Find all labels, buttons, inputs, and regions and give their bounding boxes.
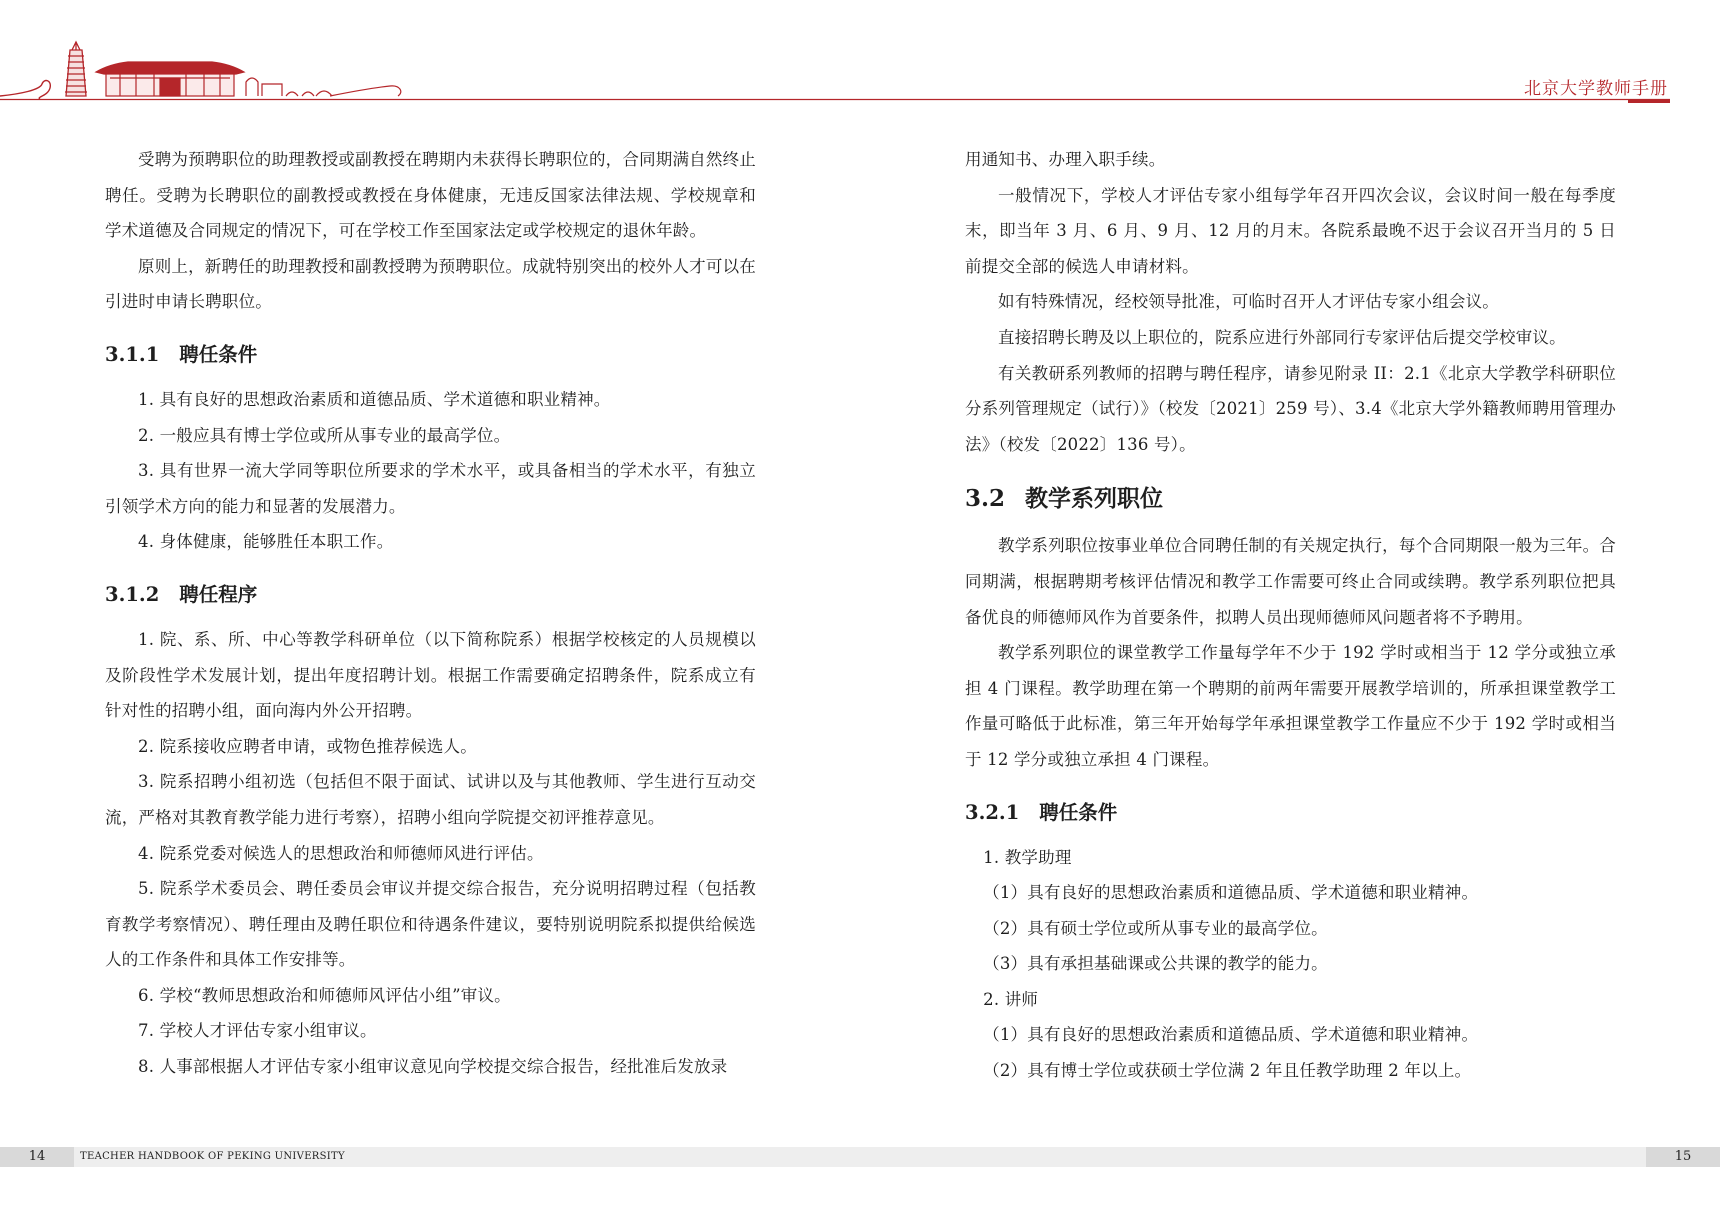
page-footer [0,1147,1720,1167]
group-title: 1. 教学助理 [983,847,1072,867]
page-header [0,0,1720,110]
campus-skyline-icon [0,0,1720,110]
list-item: 1. 具有良好的思想政治素质和道德品质、学术道德和职业精神。 [138,389,611,409]
section-title: 聘任条件 [1039,800,1118,824]
list-item: 8. 人事部根据人才评估专家小组审议意见向学校提交综合报告，经批准后发放录 [138,1057,728,1077]
body-paragraph: 教学系列职位按事业单位合同聘任制的有关规定执行，每个合同期限一般为三年。合同期满，根据聘期考核评估情况和教学工作需要可终止合同或续聘。教学系列职位把具备优良的师德师风作为首要条件，拟聘人员出现师德师风问题者将不予聘用。 [965,536,1616,627]
section-title: 聘任程序 [179,582,258,606]
body-paragraph: 有关教研系列教师的招聘与聘任程序，请参见附录 II：2.1《北京大学教学科研职位分系列管理规定（试行）》（校发〔2021〕259 号）、3.4《北京大学外籍教师聘用管理办法》（校发〔2022〕136 号）。 [965,363,1616,454]
body-paragraph: 如有特殊情况，经校领导批准，可临时召开人才评估专家小组会议。 [998,292,1499,312]
section-title: 教学系列职位 [1025,485,1164,513]
intro-paragraph-2: 原则上，新聘任的助理教授和副教授聘为预聘职位。成就特别突出的校外人才可以在引进时申请长聘职位。 [105,256,756,312]
body-paragraph: 教学系列职位的课堂教学工作量每学年不少于 192 学时或相当于 12 学分或独立承担 4 门课程。教学助理在第一个聘期的前两年需要开展教学培训的，所承担课堂教学工作量可略低于此标准，第三年开始每学年承担课堂教学工作量应不少于 192 学时或相当于 12 学分或独立承担 4 门课程。 [965,643,1616,769]
section-heading-3-1-1 [105,340,756,370]
section-number: 3.2.1 [965,800,1020,824]
section-heading-3-2-1 [965,798,1616,828]
section-heading-3-1-2 [105,580,756,610]
footer-title: TEACHER HANDBOOK OF PEKING UNIVERSITY [80,1151,345,1162]
list-item: 3. 院系招聘小组初选（包括但不限于面试、试讲以及与其他教师、学生进行互动交流，严格对其教育教学能力进行考察），招聘小组向学院提交初评推荐意见。 [105,772,756,827]
left-column [105,142,756,1085]
list-item: 6. 学校“教师思想政治和师德师风评估小组”审议。 [138,985,511,1005]
right-column [965,142,1616,1089]
list-item: 2. 院系接收应聘者申请，或物色推荐候选人。 [138,736,477,756]
list-item: 2. 一般应具有博士学位或所从事专业的最高学位。 [138,425,511,445]
body-paragraph: 直接招聘长聘及以上职位的，院系应进行外部同行专家评估后提交学校审议。 [998,327,1566,347]
list-item: （2）具有硕士学位或所从事专业的最高学位。 [983,918,1328,938]
section-number: 3.1.1 [105,342,160,366]
list-item: 1. 院、系、所、中心等教学科研单位（以下简称院系）根据学校核定的人员规模以及阶段性学术发展计划，提出年度招聘计划。根据工作需要确定招聘条件，院系成立有针对性的招聘小组，面向海内外公开招聘。 [105,629,756,721]
list-item: 5. 院系学术委员会、聘任委员会审议并提交综合报告，充分说明招聘过程（包括教育教学考察情况）、聘任理由及聘任职位和待遇条件建议，要特别说明院系拟提供给候选人的工作条件和具体工作安排等。 [105,879,756,970]
list-item: （2）具有博士学位或获硕士学位满 2 年且任教学助理 2 年以上。 [983,1061,1472,1081]
list-item: （3）具有承担基础课或公共课的教学的能力。 [983,954,1328,974]
body-paragraph: 一般情况下，学校人才评估专家小组每学年召开四次会议，会议时间一般在每季度末，即当年 3 月、6 月、9 月、12 月的月末。各院系最晚不迟于会议召开当月的 5 日前提交全部的候选人申请材料。 [965,185,1616,276]
list-item: 4. 身体健康，能够胜任本职工作。 [138,532,394,552]
list-item: 3. 具有世界一流大学同等职位所要求的学术水平，或具备相当的学术水平，有独立引领学术方向的能力和显著的发展潜力。 [105,461,756,516]
intro-paragraph-1: 受聘为预聘职位的助理教授或副教授在聘期内未获得长聘职位的，合同期满自然终止聘任。受聘为长聘职位的副教授或教授在身体健康，无违反国家法律法规、学校规章和学术道德及合同规定的情况下，可在学校工作至国家法定或学校规定的退休年龄。 [105,150,756,241]
continuation-line: 用通知书、办理入职手续。 [965,150,1166,169]
handbook-brand-title: 北京大学教师手册 [1524,79,1668,99]
section-heading-3-2 [965,482,1616,516]
list-item: 4. 院系党委对候选人的思想政治和师德师风进行评估。 [138,843,544,863]
list-item: 7. 学校人才评估专家小组审议。 [138,1021,377,1041]
group-title: 2. 讲师 [983,989,1039,1009]
list-item: （1）具有良好的思想政治素质和道德品质、学术道德和职业精神。 [983,1025,1479,1045]
section-number: 3.2 [965,485,1006,513]
list-item: （1）具有良好的思想政治素质和道德品质、学术道德和职业精神。 [983,883,1479,903]
page-number-right: 15 [1646,1147,1720,1167]
page-number-left: 14 [0,1147,74,1167]
section-title: 聘任条件 [179,342,258,366]
section-number: 3.1.2 [105,582,160,606]
